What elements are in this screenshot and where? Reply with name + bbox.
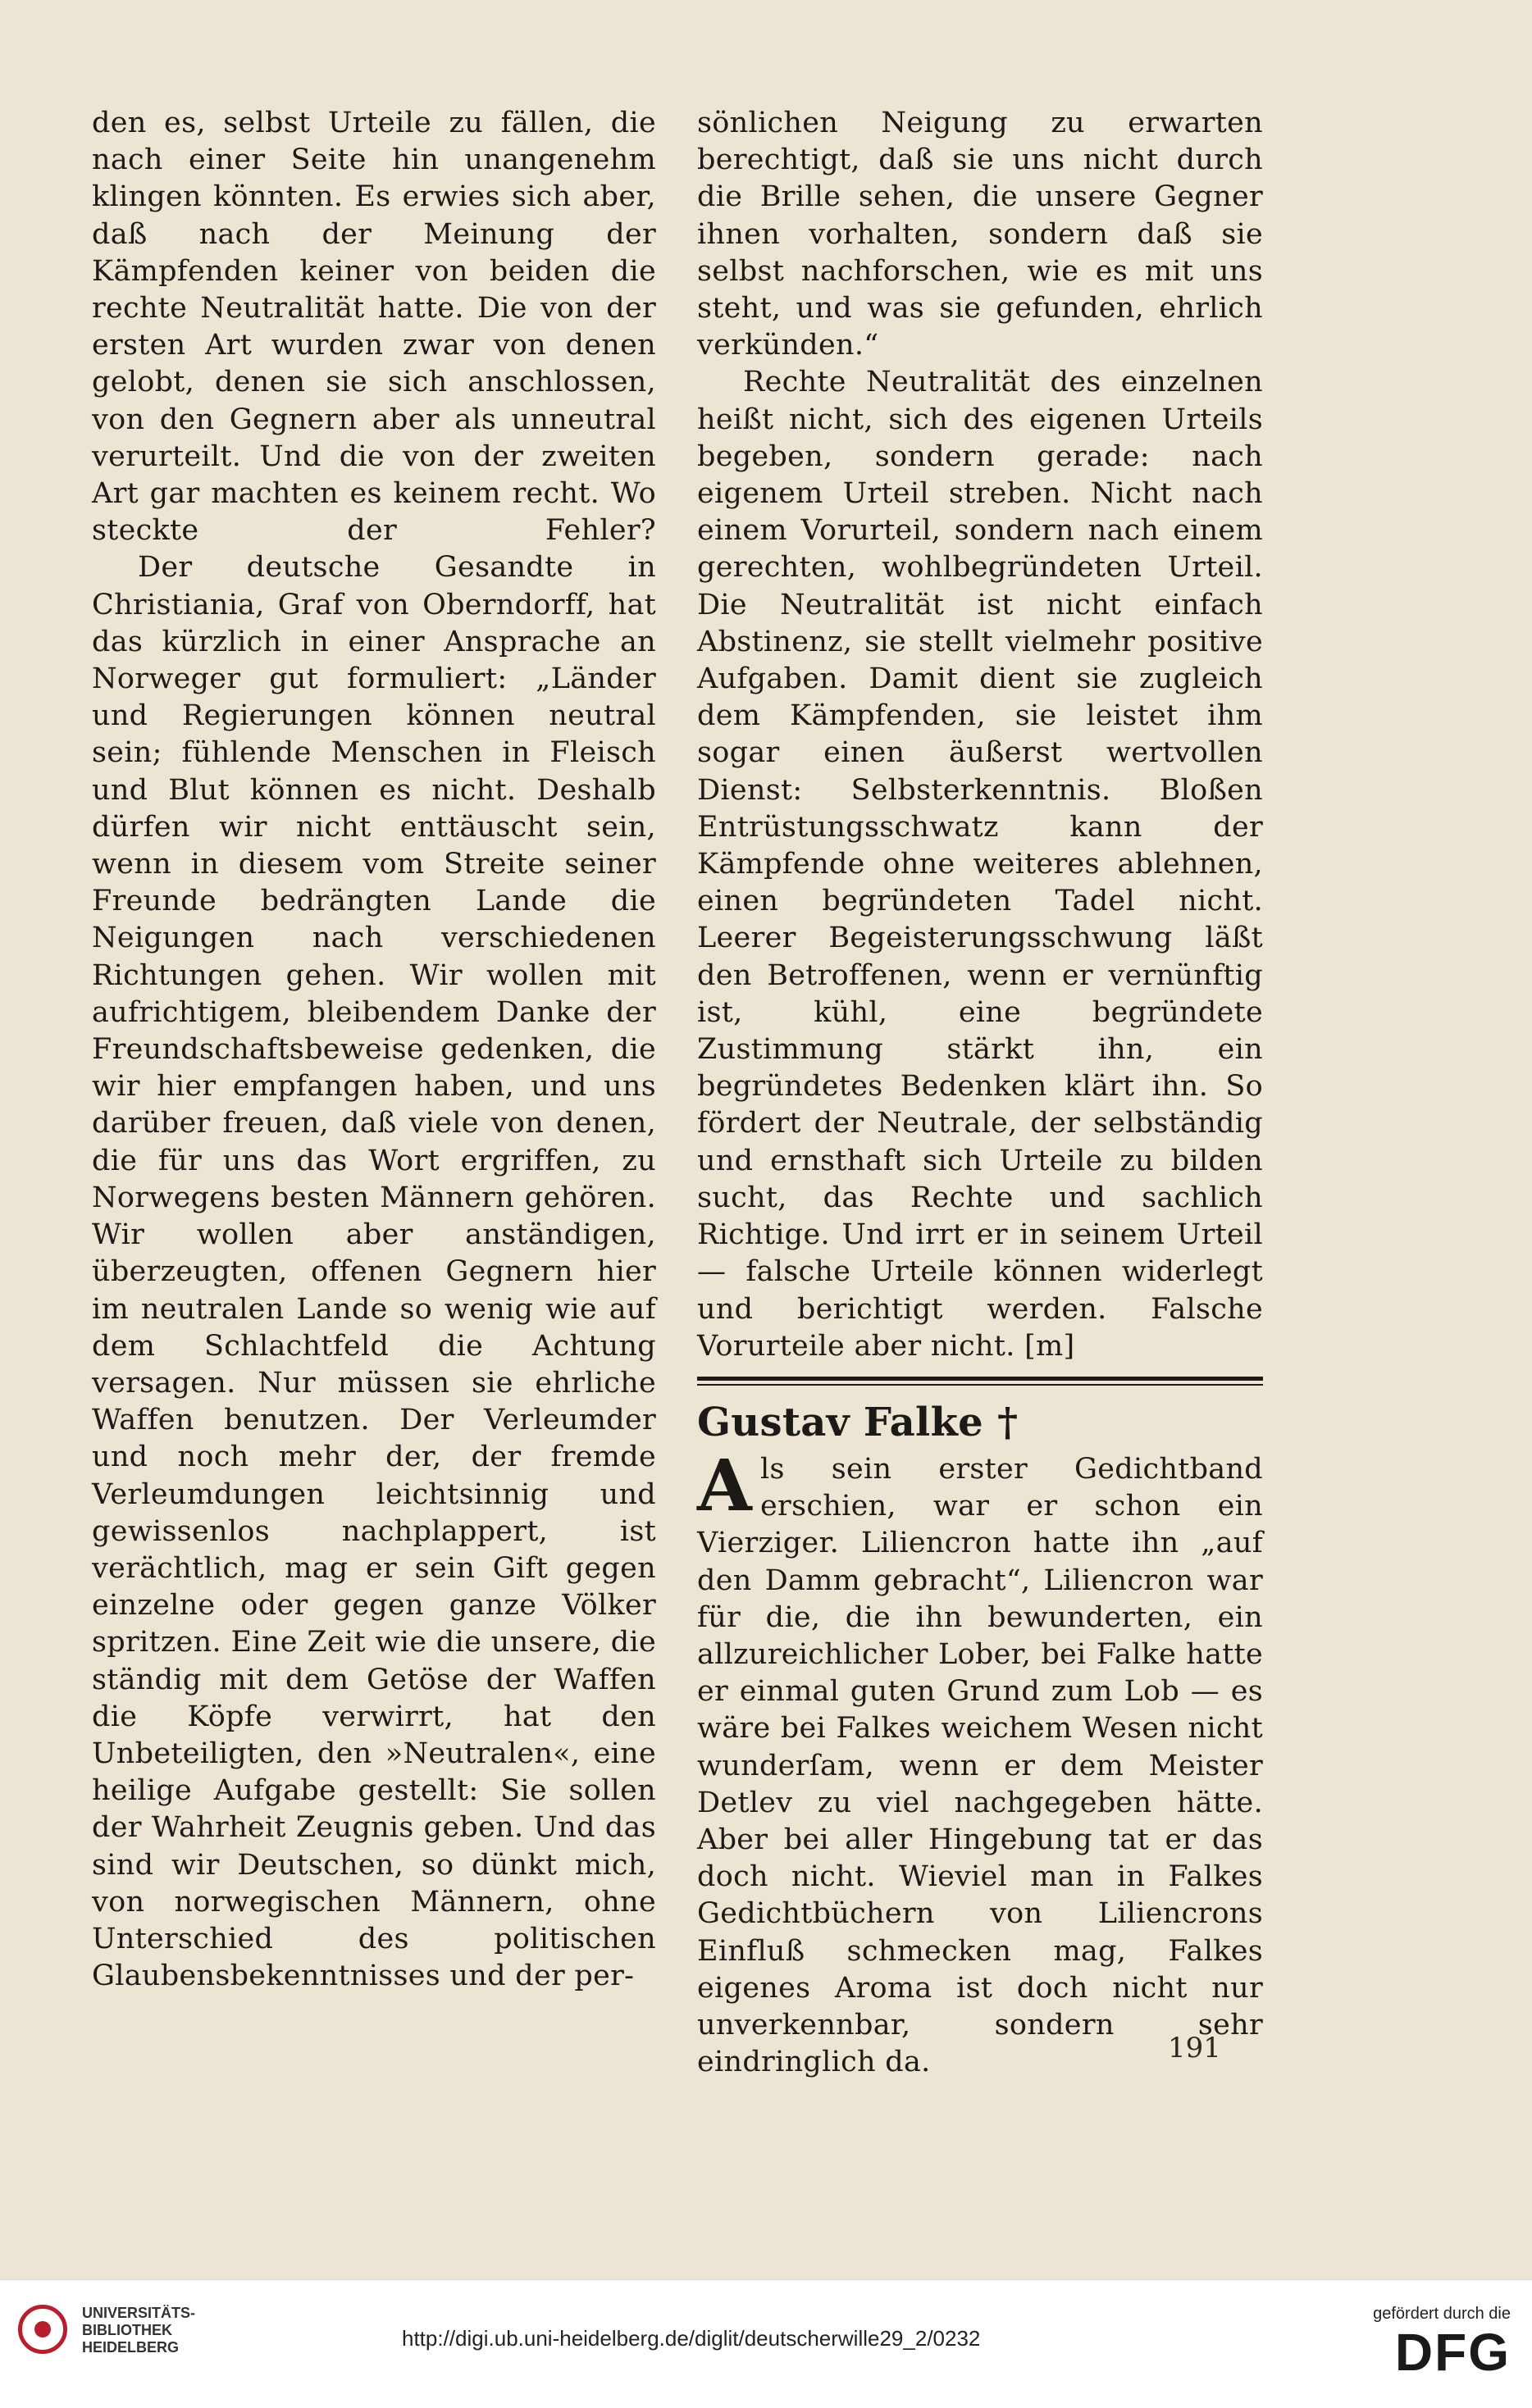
paragraph: sönlichen Neigung zu erwarten berechtigt, daß sie uns nicht durch die Brille sehen, die unsere Gegner ihnen vorhalten, sondern daß sie selbst nachforschen, wie es mit uns steht, und was sie gefunden, ehrlich verkünden.“ <box>697 107 1263 362</box>
obituary-text: ls sein erster Gedichtband erschien, war er schon ein Vierziger. Liliencron hatte ihn „auf den Damm gebracht“, Liliencron war für die, die ihn bewunderten, ein allzureichlicher Lober, bei Falke hatte er einmal guten Grund zum Lob — es wäre bei Falkes weichem Wesen nicht wunderſam, wenn er dem Meister Detlev zu viel nachgegeben hätte. Aber bei aller Hingebung tat er das doch nicht. Wieviel man in Falkes Gedichtbüchern von Liliencrons Einfluß schmecken mag, Falkes eigenes Aroma ist doch nicht nur unverkennbar, sondern sehr eindringlich da. <box>697 1452 1263 2079</box>
obituary-paragraph <box>697 1444 1263 2081</box>
paragraph: Rechte Neutralität des einzelnen heißt nicht, sich des eigenen Urteils begeben, sondern gerade: nach eigenem Urteil streben. Nicht nach einem Vorurteil, sondern nach einem gerechten, wohlbegründeten Urteil. Die Neutralität ist nicht einfach Abstinenz, sie stellt vielmehr positive Aufgaben. Damit dient sie zugleich dem Kämpfenden, sie leistet ihm sogar einen äußerst wertvollen Dienst: Selbsterkenntnis. Bloßen Entrüstungsschwatz kann der Kämpfende ohne weiteres ablehnen, einen begründeten Tadel nicht. Leerer Begeisterungsschwung läßt den Betroffenen, wenn er vernünftig ist, kühl, eine begründete Zustimmung stärkt ihn, ein begründetes Bedenken klärt ihn. So fördert der Neutrale, der selbständig und ernsthaft sich Urteile zu bilden sucht, das Rechte und sachlich Richtige. Und irrt er in seinem Urteil — falsche Urteile können widerlegt und berichtigt werden. Falsche Vorurteile aber nicht. [m] <box>697 366 1263 1363</box>
paragraph: Der deutsche Gesandte in Christiania, Graf von Oberndorff, hat das kürzlich in einer Ansprache an Norweger gut formuliert: „Länder und Regierungen können neutral sein; fühlende Menschen in Fleisch und Blut können es nicht. Deshalb dürfen wir nicht enttäuscht sein, wenn in diesem vom Streite seiner Freunde bedrängten Lande die Neigungen nach verschiedenen Richtungen gehen. Wir wollen mit aufrichtigem, bleibendem Danke der Freundschaftsbeweise gedenken, die wir hier empfangen haben, und uns darüber freuen, daß viele von denen, die für uns das Wort ergriffen, zu Norwegens besten Männern gehören. Wir wollen aber anständigen, überzeugten, offenen Gegnern hier im neutralen Lande so wenig wie auf dem Schlachtfeld die Achtung versagen. Nur müssen sie ehrliche Waffen benutzen. Der Verleumder und noch mehr der, der fremde Verleumdungen leichtsinnig und gewissenlos nachplappert, ist verächtlich, mag er sein Gift gegen einzelne oder gegen ganze Völker spritzen. Eine Zeit wie die unsere, die ständig mit dem Getöse der Waffen die Köpfe verwirrt, hat den Unbeteiligten, den »Neutralen«, eine heilige Aufgabe gestellt: Sie sollen der Wahrheit Zeugnis geben. Und das sind wir Deutschen, so dünkt mich, von norwegischen Männern, ohne Unterschied des politischen Glaubensbekenntnisses und der per- <box>92 551 656 1993</box>
funder-block[interactable] <box>1373 2305 1511 2381</box>
drop-cap: A <box>697 1444 753 1527</box>
dfg-logo: DFG <box>1394 2323 1511 2382</box>
paragraph: den es, selbst Urteile zu fällen, die nach einer Seite hin unangenehm klingen könnten. Es erwies sich aber, daß nach der Meinung der Kämpfenden keiner von beiden die rechte Neutralität hatte. Die von der ersten Art wurden zwar von denen gelobt, denen sie sich anschlossen, von den Gegnern aber als unneutral verurteilt. Und die von der zweiten Art gar machten es keinem recht. Wo steckte der Fehler? <box>92 107 656 548</box>
left-column <box>92 105 656 1995</box>
library-name-line: UNIVERSITÄTS- <box>82 2305 196 2321</box>
section-divider <box>697 1377 1263 1386</box>
right-column <box>697 105 1263 2081</box>
university-seal-icon <box>18 2305 67 2354</box>
funder-label: gefördert durch die <box>1373 2305 1511 2323</box>
section-heading: Gustav Falke † <box>697 1399 1019 1445</box>
viewer-footer <box>0 2279 1532 2408</box>
divider-thin-line <box>697 1384 1263 1386</box>
library-name[interactable] <box>82 2305 195 2356</box>
library-name-line: BIBLIOTHEK <box>82 2322 172 2338</box>
page-number: 191 <box>1168 2032 1221 2064</box>
divider-thick-line <box>697 1377 1263 1381</box>
library-name-line: HEIDELBERG <box>82 2339 180 2356</box>
permalink-url[interactable]: http://digi.ub.uni-heidelberg.de/diglit/deutscherwille29_2/0232 <box>402 2326 981 2351</box>
